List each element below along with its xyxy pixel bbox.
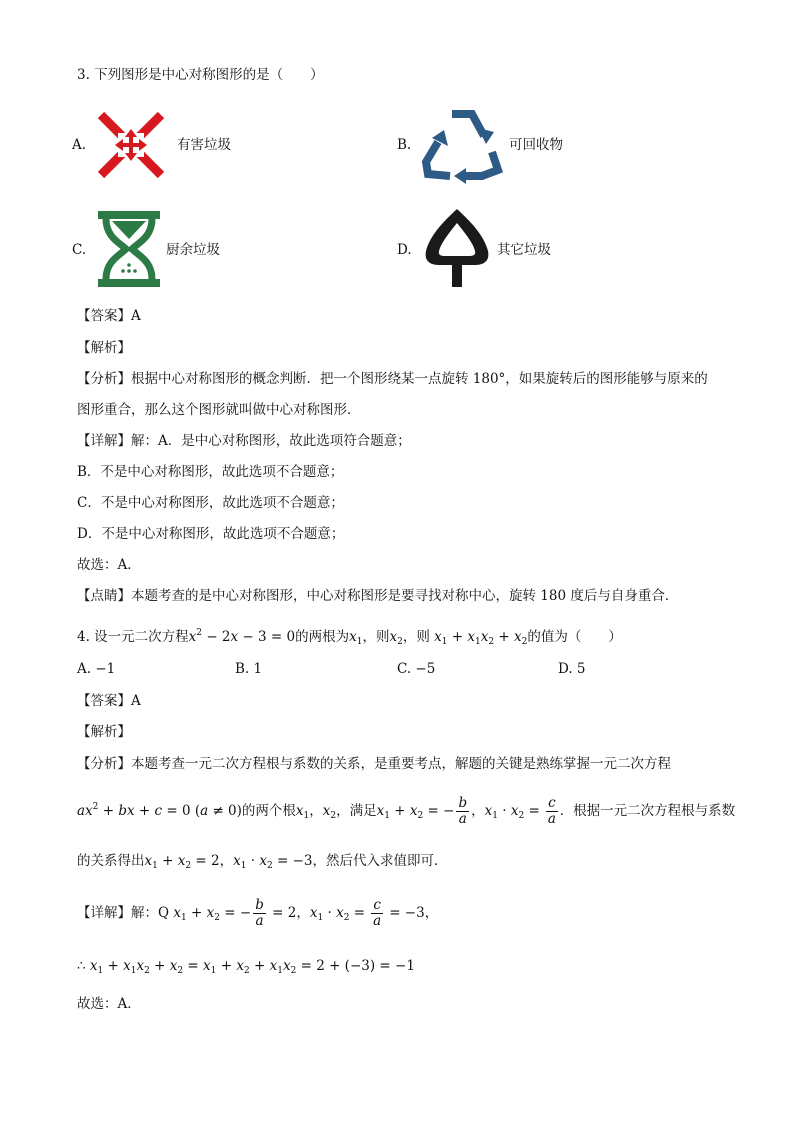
q3-answer: 【答案】A [77,308,141,324]
q3-option-c-letter: C. [72,242,87,258]
q3-detail-d: D．不是中心对称图形，故此选项不合题意； [77,526,345,542]
q3-option-a-label: 有害垃圾 [177,137,231,153]
q3-fenxi-line1: 【分析】根据中心对称图形的概念判断．把一个图形绕某一点旋转 180°，如果旋转后的图形能够与原来的 [77,371,708,387]
q3-option-a-letter: A. [72,137,87,153]
other-waste-icon [422,207,492,291]
q4-choice-c: C. −5 [397,661,436,677]
q3-option-b-label: 可回收物 [509,137,563,153]
q4-stem: 4. 设一元二次方程$x^2 - 2x - 3 = 0$的两根为$x_1$，则$x_2$，则 $x_1 + x_1x_2 + x_2$的值为（ ） [77,628,622,647]
q4-choose: 故选：A． [77,996,141,1012]
hourglass-icon [96,209,162,289]
q4-choice-d: D. 5 [558,661,586,677]
q3-option-d-letter: D. [397,242,412,258]
q3-choose: 故选：A． [77,557,141,573]
q4-answer: 【答案】A [77,693,141,709]
q3-detail-b: B．不是中心对称图形，故此选项不合题意； [77,464,344,480]
q4-detail-line2: ∴ $x_1 + x_1x_2 + x_2 = x_1 + x_2 + x_1x_2 = 2 + (-3) = -1$ [77,958,415,976]
q3-fenxi-line2: 图形重合，那么这个图形就叫做中心对称图形． [77,402,361,418]
q4-choice-a: A. −1 [77,661,116,677]
q4-fenxi-line1: 【分析】本题考查一元二次方程根与系数的关系，是重要考点，解题的关键是熟练掌握一元二次方程 [77,756,671,772]
q3-option-b-letter: B. [397,137,412,153]
q3-detail-c: C．不是中心对称图形，故此选项不合题意； [77,495,344,511]
q3-analysis-tag: 【解析】 [77,340,131,356]
q4-choice-b: B. 1 [235,661,263,677]
recycle-icon [420,104,504,184]
q3-detail-a: 【详解】解：A．是中心对称图形，故此选项符合题意； [77,433,411,449]
q3-option-d-label: 其它垃圾 [497,242,551,258]
q4-analysis-tag: 【解析】 [77,724,131,740]
q4-detail-line1: 【详解】解：Q $x_1 + x_2$ = − $\frac{b}{a}$ = 2，$x_1 \cdot x_2$ = $\frac{c}{a}$ = −3， [77,897,439,929]
q4-fenxi-line3: 的关系得出$x_1 + x_2 = 2$，$x_1 \cdot x_2 = -3$，然后代入求值即可． [77,853,448,871]
q4-fenxi-line2: $ax^2$ + bx + c = 0 (a ≠ 0)的两个根$x_1$，$x_2$，满足$x_1 + x_2$ = − $\frac{b}{a}$ ，$x_1 \cdot x_2$ = $\frac{c}{a}$ ．根据一元二次方程根与系数 [77,795,736,827]
q3-dianjing: 【点睛】本题考查的是中心对称图形，中心对称图形是要寻找对称中心，旋转 180 度后与自身重合． [77,588,679,604]
hazard-cross-icon [97,109,165,181]
q3-option-c-label: 厨余垃圾 [166,242,220,258]
q3-stem: 3. 下列图形是中心对称图形的是（ ） [77,67,324,83]
